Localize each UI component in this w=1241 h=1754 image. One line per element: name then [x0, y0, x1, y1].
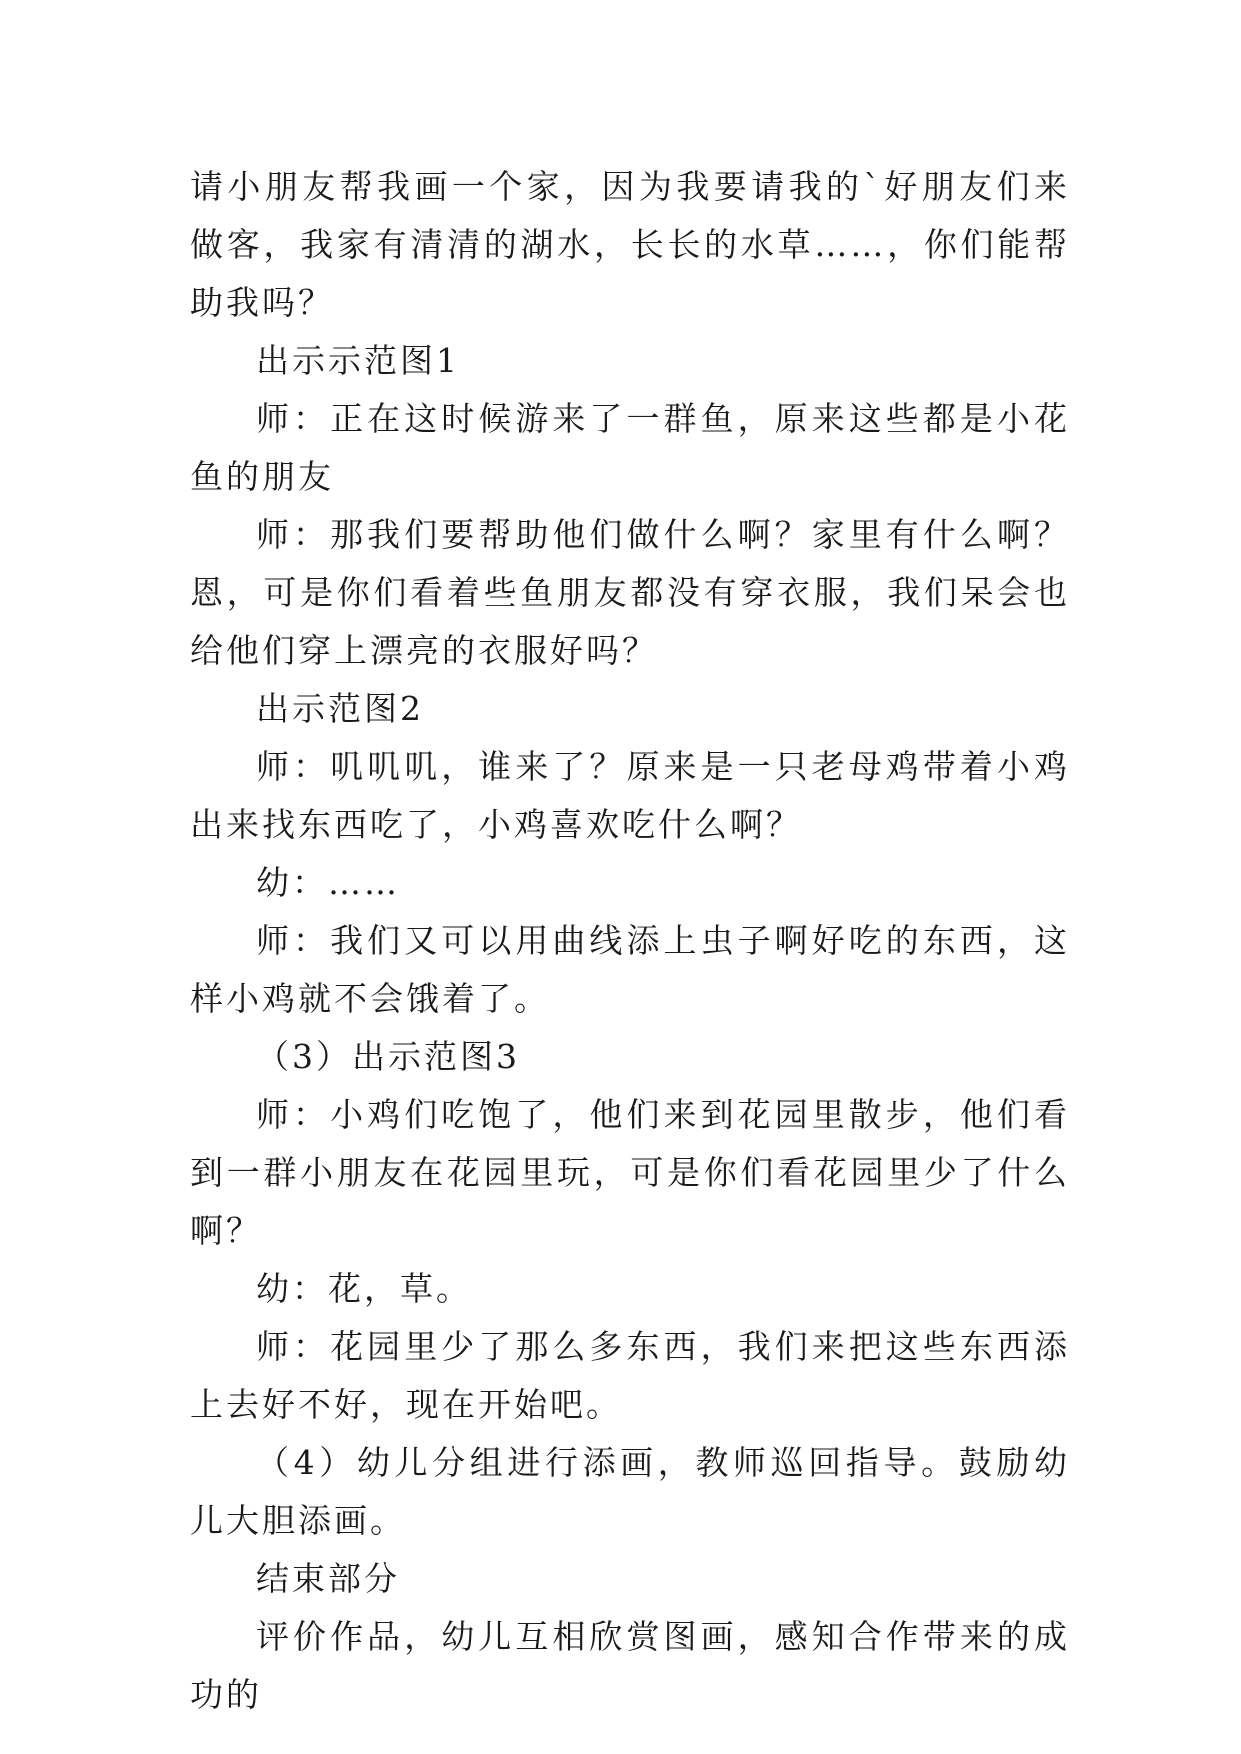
- paragraph-teacher-bugs: 师：我们又可以用曲线添上虫子啊好吃的东西，这样小鸡就不会饿着了。: [190, 921, 1070, 1018]
- paragraph-evaluation: 评价作品，幼儿互相欣赏图画，感知合作带来的成功的: [190, 1617, 1070, 1714]
- paragraph-teacher-garden: 师：小鸡们吃饱了，他们来到花园里散步，他们看到一群小朋友在花园里玩，可是你们看花园里少了什么啊？: [190, 1095, 1070, 1250]
- paragraph-teacher-chicks: 师：叽叽叽，谁来了？原来是一只老母鸡带着小鸡出来找东西吃了，小鸡喜欢吃什么啊？: [190, 747, 1070, 844]
- paragraph-teacher-fish: 师：正在这时候游来了一群鱼，原来这些都是小花鱼的朋友: [190, 399, 1070, 496]
- paragraph-teacher-clothes: 师：那我们要帮助他们做什么啊？家里有什么啊？恩，可是你们看着些鱼朋友都没有穿衣服，我们呆会也给他们穿上漂亮的衣服好吗？: [190, 515, 1070, 670]
- paragraph-show-example-3: （3）出示范图3: [256, 1037, 520, 1076]
- paragraph-group-drawing: （4）幼儿分组进行添画，教师巡回指导。鼓励幼儿大胆添画。: [190, 1443, 1070, 1540]
- paragraph-home-request: 请小朋友帮我画一个家，因为我要请我的`好朋友们来做客，我家有清清的湖水，长长的水草……，你们能帮助我吗？: [190, 167, 1070, 322]
- document-body: [190, 158, 1070, 1724]
- paragraph-child-flowers: 幼：花，草。: [256, 1269, 472, 1308]
- paragraph-ending-heading: 结束部分: [256, 1559, 400, 1598]
- paragraph-child-reply: 幼：……: [256, 863, 400, 902]
- paragraph-show-example-2: 出示范图2: [256, 689, 424, 728]
- paragraph-teacher-start: 师：花园里少了那么多东西，我们来把这些东西添上去好不好，现在开始吧。: [190, 1327, 1070, 1424]
- paragraph-show-example-1: 出示示范图1: [256, 341, 460, 380]
